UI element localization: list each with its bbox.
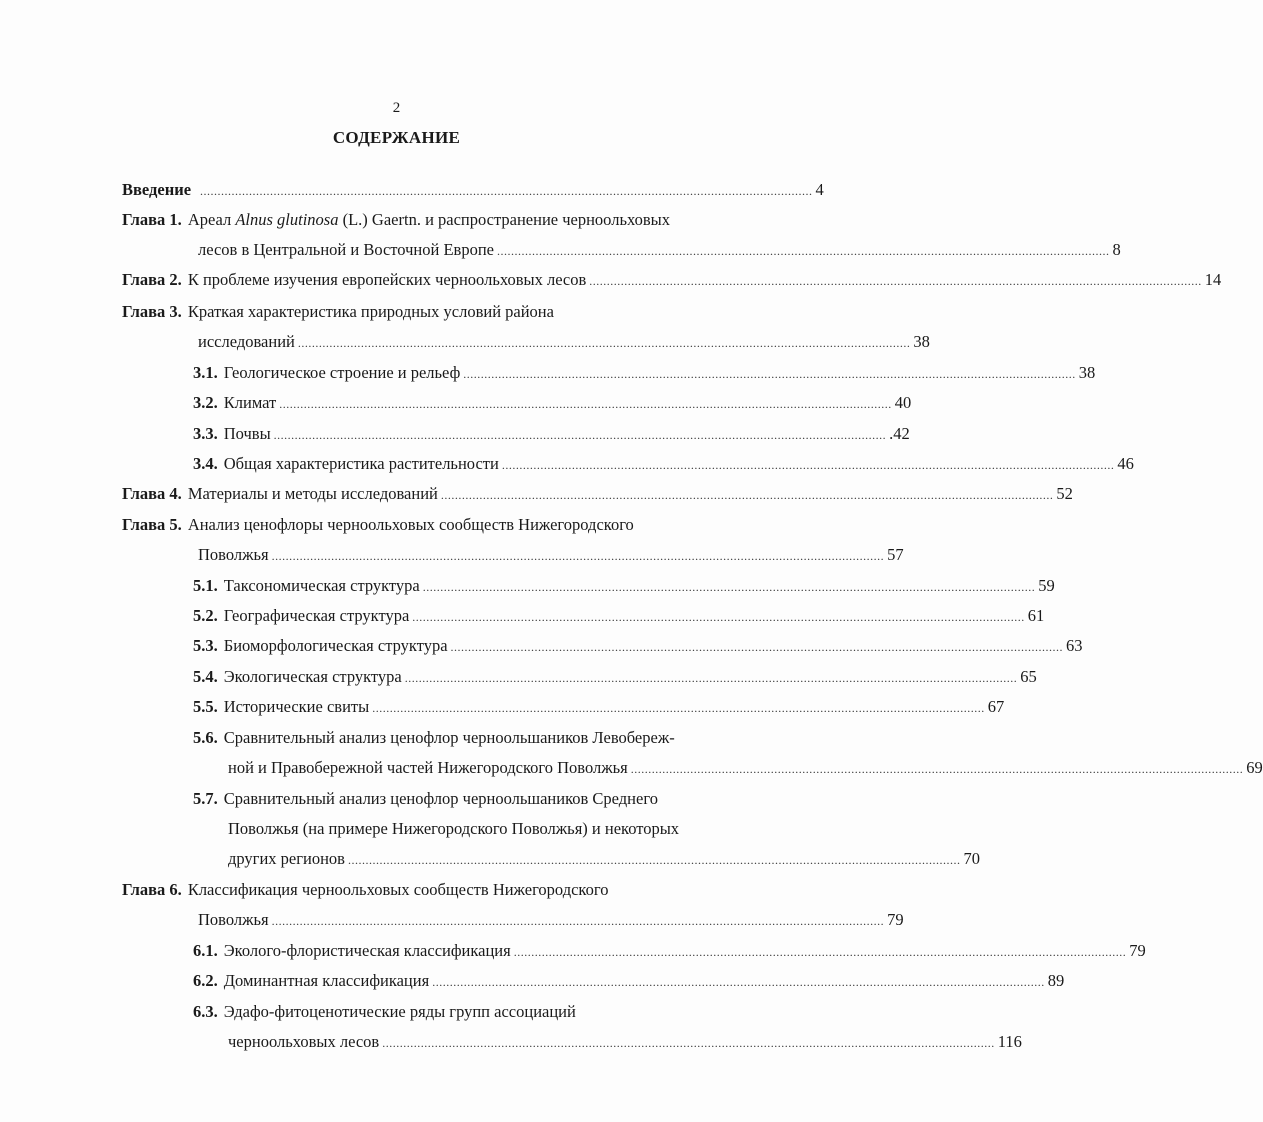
entry-text-cont: ной и Правобережной частей Нижегородского Поволжья: [228, 758, 628, 777]
toc-entry-chapter-5-cont: [198, 545, 904, 566]
entry-page: 57: [887, 545, 904, 564]
toc-entry-3-3: [193, 424, 910, 445]
entry-page: 14: [1204, 270, 1222, 289]
entry-text: Материалы и методы исследований: [187, 484, 438, 503]
toc-entry-chapter-6: [122, 880, 752, 900]
leader-dots: ...............................................................................................................................................................................: [513, 945, 1127, 959]
entry-text-cont: Поволжья (на примере Нижегородского Поволжья) и некоторых: [228, 819, 680, 838]
toc-entry-chapter-1-cont: [198, 240, 1121, 261]
entry-label: Глава 5.: [122, 515, 182, 534]
leader-dots: ...............................................................................................................................................................................: [273, 428, 887, 442]
entry-label: Глава 2.: [122, 270, 182, 289]
toc-entry-5-2: [193, 606, 1045, 627]
entry-label: 5.2.: [193, 606, 218, 625]
toc-entry-5-1: [193, 576, 1055, 597]
entry-text: Экологическая структура: [223, 667, 402, 686]
leader-dots: ...............................................................................................................................................................................: [432, 975, 1045, 989]
leader-dots: ...............................................................................................................................................................................: [271, 914, 885, 928]
leader-dots: ...............................................................................................................................................................................: [200, 184, 813, 198]
toc-entry-chapter-5: [122, 515, 752, 535]
page-number: 2: [392, 100, 401, 116]
entry-text: Эдафо-фитоценотические ряды групп ассоциаций: [223, 1002, 576, 1021]
toc-entry-5-5: [193, 697, 1005, 718]
entry-label: 5.3.: [193, 636, 218, 655]
entry-label: 3.3.: [193, 424, 218, 443]
toc-entry-chapter-1: [122, 210, 752, 230]
toc-entry-intro: [122, 180, 824, 201]
entry-text: Сравнительный анализ ценофлор черноольшаников Левобереж-: [223, 728, 675, 747]
toc-entry-5-7: [193, 789, 753, 809]
entry-text: К проблеме изучения европейских черноольховых лесов: [187, 270, 587, 289]
toc-title: СОДЕРЖАНИЕ: [332, 128, 461, 147]
entry-page: 116: [997, 1032, 1022, 1051]
toc-entry-5-6: [193, 728, 753, 748]
toc-entry-3-1: [193, 363, 1096, 384]
toc-entry-6-3: [193, 1002, 753, 1022]
entry-text-cont: черноольховых лесов: [228, 1032, 380, 1051]
leader-dots: ...............................................................................................................................................................................: [404, 671, 1018, 685]
toc-entry-6-3-cont: [228, 1032, 1022, 1053]
leader-dots: ...............................................................................................................................................................................: [589, 274, 1202, 288]
entry-label: 6.2.: [193, 971, 218, 990]
entry-label: 6.3.: [193, 1002, 218, 1021]
leader-dots: ...............................................................................................................................................................................: [497, 244, 1110, 258]
entry-label: 5.4.: [193, 667, 218, 686]
leader-dots: ...............................................................................................................................................................................: [347, 853, 961, 867]
entry-page: 4: [815, 180, 824, 199]
toc-entry-5-6-cont: [228, 758, 1263, 779]
entry-text: Геологическое строение и рельеф: [223, 363, 461, 382]
toc-entry-chapter-2: [122, 270, 1222, 291]
entry-text: Общая характеристика растительности: [223, 454, 499, 473]
entry-page: 59: [1038, 576, 1055, 595]
entry-text: Биоморфологическая структура: [223, 636, 448, 655]
leader-dots: ...............................................................................................................................................................................: [440, 488, 1054, 502]
entry-page: 65: [1020, 667, 1037, 686]
entry-label: Глава 4.: [122, 484, 182, 503]
entry-label: Введение: [122, 180, 192, 199]
entry-label: Глава 1.: [122, 210, 182, 229]
entry-label: 5.5.: [193, 697, 218, 716]
entry-page: 61: [1027, 606, 1045, 625]
entry-page: 63: [1066, 636, 1083, 655]
entry-page: 40: [894, 393, 912, 412]
toc-entry-chapter-4: [122, 484, 1073, 505]
entry-label: 3.4.: [193, 454, 218, 473]
entry-text-cont: исследований: [198, 332, 295, 351]
leader-dots: ...............................................................................................................................................................................: [630, 762, 1244, 776]
entry-label: 3.2.: [193, 393, 218, 412]
entry-page: 38: [913, 332, 930, 351]
leader-dots: ...............................................................................................................................................................................: [422, 580, 1036, 594]
entry-page: 79: [887, 910, 904, 929]
entry-page: 79: [1129, 941, 1146, 960]
entry-text-cont: лесов в Центральной и Восточной Европе: [198, 240, 494, 259]
leader-dots: ...............................................................................................................................................................................: [382, 1036, 995, 1050]
entry-text: Краткая характеристика природных условий района: [187, 302, 554, 321]
entry-label: 6.1.: [193, 941, 218, 960]
entry-page: 70: [963, 849, 980, 868]
leader-dots: ...............................................................................................................................................................................: [412, 610, 1025, 624]
toc-entry-6-1: [193, 941, 1146, 962]
entry-text-cont: других регионов: [228, 849, 345, 868]
leader-dots: ...............................................................................................................................................................................: [271, 549, 885, 563]
entry-label: Глава 6.: [122, 880, 182, 899]
species-name: Alnus glutinosa: [235, 210, 339, 229]
entry-text: Исторические свиты: [223, 697, 370, 716]
entry-page: 38: [1078, 363, 1096, 382]
leader-dots: ...............................................................................................................................................................................: [450, 640, 1064, 654]
toc-entry-5-3: [193, 636, 1083, 657]
toc-entry-6-2: [193, 971, 1065, 992]
entry-text: Классификация черноольховых сообществ Нижегородского: [187, 880, 609, 899]
entry-label: 5.1.: [193, 576, 218, 595]
leader-dots: ...............................................................................................................................................................................: [279, 397, 892, 411]
entry-page: 67: [987, 697, 1005, 716]
entry-label: 3.1.: [193, 363, 218, 382]
entry-page: 89: [1047, 971, 1065, 990]
toc-entry-5-4: [193, 667, 1037, 688]
entry-label: 5.7.: [193, 789, 218, 808]
leader-dots: ...............................................................................................................................................................................: [297, 336, 911, 350]
entry-label: Глава 3.: [122, 302, 182, 321]
toc-entry-chapter-6-cont: [198, 910, 904, 931]
entry-text: Сравнительный анализ ценофлор черноольшаников Среднего: [223, 789, 658, 808]
entry-text: Почвы: [223, 424, 271, 443]
entry-text: Географическая структура: [223, 606, 410, 625]
entry-label: 5.6.: [193, 728, 218, 747]
leader-dots: ...............................................................................................................................................................................: [372, 701, 985, 715]
entry-page: 69: [1246, 758, 1263, 777]
entry-text: Анализ ценофлоры черноольховых сообществ Нижегородского: [187, 515, 634, 534]
entry-text-cont: Поволжья: [198, 910, 269, 929]
entry-text: Таксономическая структура: [223, 576, 420, 595]
entry-text: Климат: [223, 393, 277, 412]
toc-entry-3-2: [193, 393, 912, 414]
toc-entry-5-7-cont: [228, 819, 753, 839]
entry-text: Ареал Alnus glutinosa (L.) Gaertn. и распространение черноольховых: [187, 210, 670, 229]
entry-page: 52: [1056, 484, 1073, 503]
entry-page: .42: [889, 424, 910, 443]
entry-text: Доминантная классификация: [223, 971, 430, 990]
toc-entry-5-7-cont2: [228, 849, 980, 870]
entry-page: 8: [1112, 240, 1121, 259]
entry-text-cont: Поволжья: [198, 545, 269, 564]
toc-entry-chapter-3-cont: [198, 332, 930, 353]
leader-dots: ...............................................................................................................................................................................: [463, 367, 1076, 381]
entry-page: 46: [1117, 454, 1134, 473]
toc-entry-3-4: [193, 454, 1134, 475]
toc-entry-chapter-3: [122, 302, 734, 322]
entry-text: Эколого-флористическая классификация: [223, 941, 511, 960]
leader-dots: ...............................................................................................................................................................................: [501, 458, 1115, 472]
